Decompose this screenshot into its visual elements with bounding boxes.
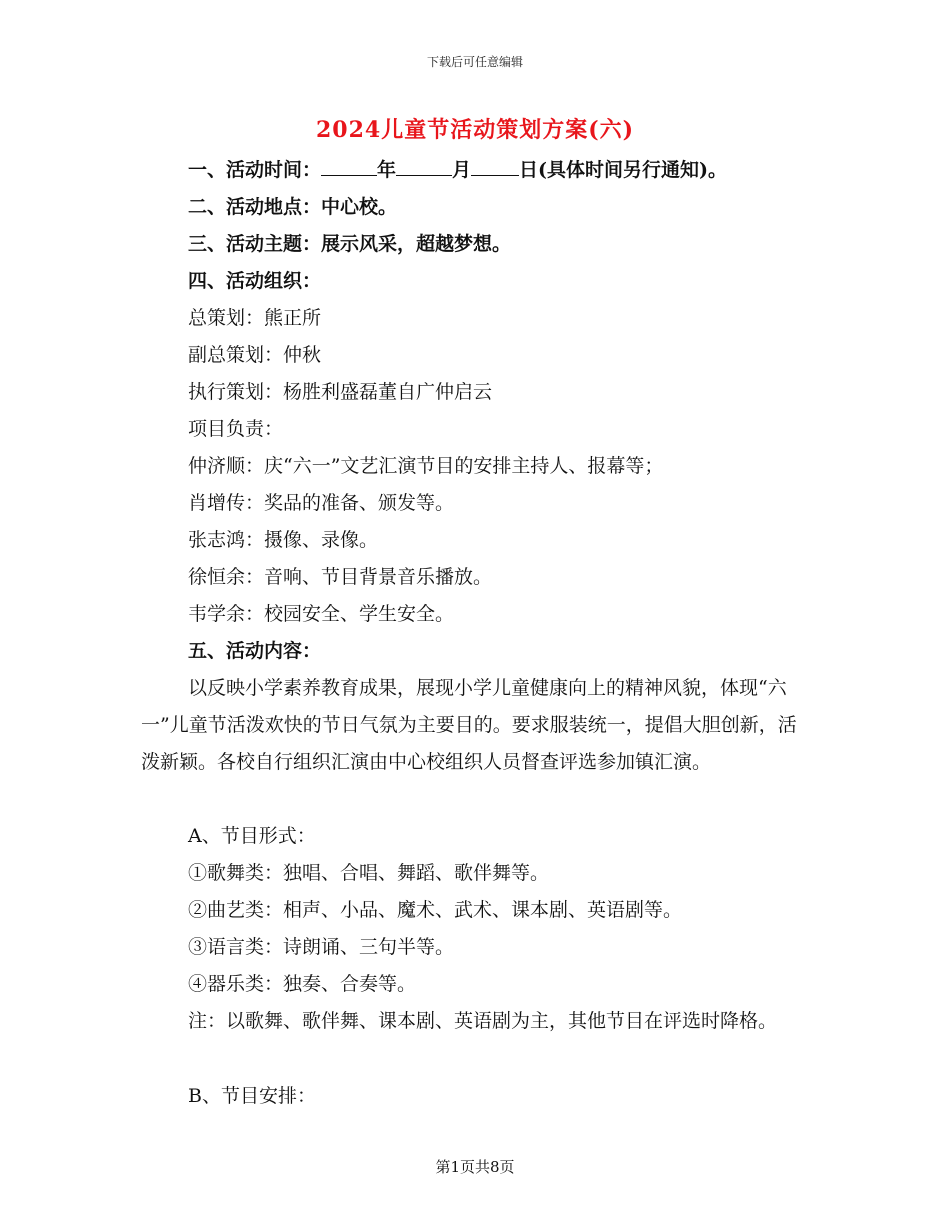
- arrange-label: B、节目安排：: [188, 1085, 316, 1107]
- section-time-label: 一、活动时间：: [188, 159, 322, 181]
- org-line: 韦学余：校园安全、学生安全。: [188, 603, 455, 625]
- content-paragraph-text: 以反映小学素养教育成果，展现小学儿童健康向上的精神风貌，体现“六一”儿童节活泼欢快的节日气氛为主要目的。要求服装统一，提倡大胆创新，活泼新颖。各校自行组织汇演由中心校组织人员督查评选参加镇汇演。: [141, 677, 797, 773]
- section-location: 二、活动地点：中心校。: [188, 196, 398, 218]
- org-line: 副总策划：仲秋: [188, 344, 322, 366]
- month-label: 月: [452, 159, 472, 181]
- org-line: 肖增传：奖品的准备、颁发等。: [188, 492, 455, 514]
- org-line: 项目负责：: [188, 418, 284, 440]
- org-line: 总策划：熊正所: [188, 307, 322, 329]
- form-item: ①歌舞类：独唱、合唱、舞蹈、歌伴舞等。: [188, 862, 550, 884]
- section-content: 五、活动内容：: [188, 640, 322, 662]
- org-line: 执行策划：杨胜利盛磊董自广仲启云: [188, 381, 493, 403]
- note-paragraph-text: 注：以歌舞、歌伴舞、课本剧、英语剧为主，其他节目在评选时降格。: [188, 1010, 778, 1032]
- day-label: 日(具体时间另行通知)。: [519, 159, 728, 181]
- year-label: 年: [377, 159, 397, 181]
- org-line: 仲济顺：庆“六一”文艺汇演节目的安排主持人、报幕等；: [188, 455, 664, 477]
- year-blank: [321, 157, 377, 176]
- month-blank: [396, 157, 452, 176]
- document-title: 2024儿童节活动策划方案(六): [315, 117, 635, 143]
- org-line: 张志鸿：摄像、录像。: [188, 529, 379, 551]
- section-time: [188, 157, 727, 183]
- page-footer: 第1页共8页: [435, 1158, 515, 1176]
- day-blank: [471, 157, 519, 176]
- content-paragraph: [141, 670, 801, 781]
- form-item: ②曲艺类：相声、小品、魔术、武术、课本剧、英语剧等。: [188, 899, 683, 921]
- section-theme: 三、活动主题：展示风采，超越梦想。: [188, 233, 512, 255]
- section-organization: 四、活动组织：: [188, 270, 322, 292]
- header-note: 下载后可任意编辑: [426, 55, 523, 69]
- form-label: A、节目形式：: [188, 825, 316, 847]
- org-line: 徐恒余：音响、节目背景音乐播放。: [188, 566, 493, 588]
- form-item: ④器乐类：独奏、合奏等。: [188, 973, 417, 995]
- form-item: ③语言类：诗朗诵、三句半等。: [188, 936, 455, 958]
- note-paragraph: [141, 1003, 801, 1040]
